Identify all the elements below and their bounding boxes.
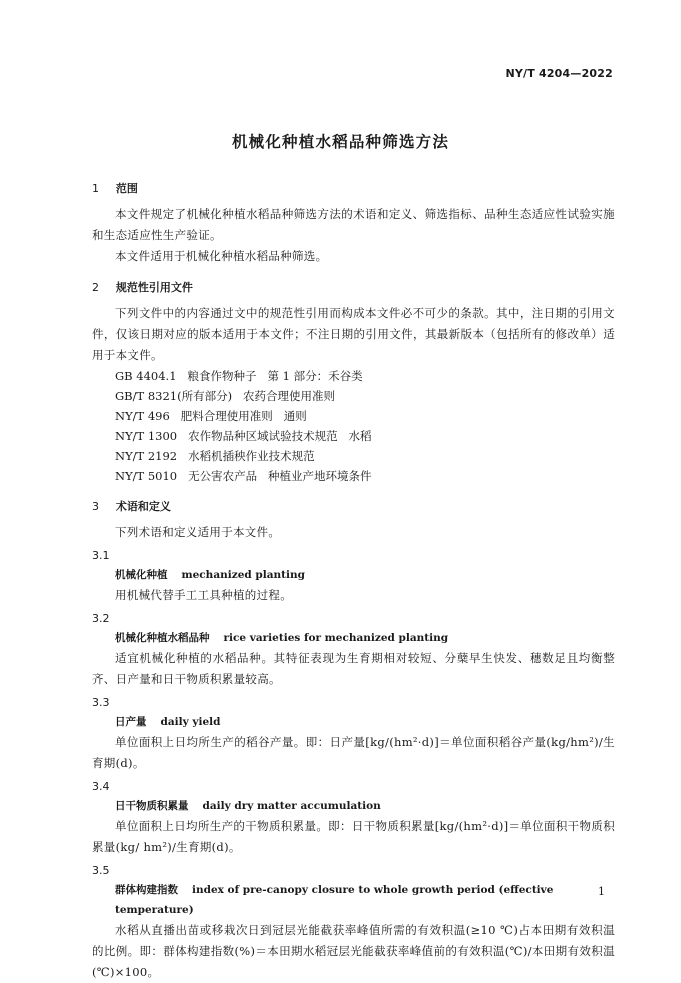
- term-title: [92, 796, 615, 816]
- term-number: 3.4: [92, 780, 110, 793]
- term-en: index of pre-canopy closure to whole growth period (effective temperature): [115, 884, 554, 916]
- document-body: [92, 180, 615, 983]
- paragraph: 下列术语和定义适用于本文件。: [115, 525, 281, 539]
- section-title: 术语和定义: [115, 500, 171, 513]
- document-title: 机械化种植水稻品种筛选方法: [231, 133, 450, 151]
- term-definition: 适宜机械化种植的水稻品种。其特征表现为生育期相对较短、分蘖早生快发、穗数足且均衡整齐、日产量和日干物质积累量较高。: [92, 651, 615, 686]
- section-heading-normative: [92, 279, 615, 297]
- paragraph: 本文件规定了机械化种植水稻品种筛选方法的术语和定义、筛选指标、品种生态适应性试验实施和生态适应性生产验证。: [92, 207, 615, 242]
- reference-item: NY/T 2192 水稻机插秧作业技术规范: [115, 449, 315, 463]
- term-number: 3.2: [92, 612, 110, 625]
- term-definition: 单位面积上日均所生产的干物质积累量。即：日干物质积累量[kg/(hm²·d)]＝单位面积干物质积累量(kg/ hm²)/生育期(d)。: [92, 819, 615, 854]
- paragraph: 本文件适用于机械化种植水稻品种筛选。: [115, 249, 328, 263]
- section-heading-scope: [92, 180, 615, 198]
- section-heading-terms: [92, 498, 615, 516]
- term-en: mechanized planting: [181, 569, 305, 581]
- page-number: 1: [598, 885, 605, 898]
- term-title: [92, 628, 615, 648]
- reference-item: NY/T 496 肥料合理使用准则 通则: [115, 409, 307, 423]
- term-number: 3.5: [92, 864, 110, 877]
- section-number: 3: [92, 500, 99, 513]
- term-en: daily yield: [160, 716, 221, 728]
- term-number: 3.1: [92, 549, 110, 562]
- term-title: [92, 712, 615, 732]
- reference-item: NY/T 5010 无公害农产品 种植业产地环境条件: [115, 469, 372, 483]
- paragraph: 下列文件中的内容通过文中的规范性引用而构成本文件必不可少的条款。其中，注日期的引用文件，仅该日期对应的版本适用于本文件；不注日期的引用文件，其最新版本（包括所有的修改单）适用于本文件。: [92, 306, 615, 362]
- term-number: 3.3: [92, 696, 110, 709]
- term-definition: 水稻从直播出苗或移栽次日到冠层光能截获率峰值所需的有效积温(≥10 ℃)占本田期有效积温的比例。即：群体构建指数(%)＝本田期水稻冠层光能截获率峰值前的有效积温(℃)/本田期有效积温(℃)×100。: [92, 923, 615, 979]
- section-number: 2: [92, 281, 99, 294]
- standard-number: NY/T 4204—2022: [505, 67, 613, 80]
- section-number: 1: [92, 182, 99, 195]
- reference-item: NY/T 1300 农作物品种区域试验技术规范 水稻: [115, 429, 372, 443]
- term-zh: 日产量: [115, 716, 147, 728]
- term-zh: 机械化种植: [115, 569, 168, 581]
- section-title: 范围: [115, 182, 138, 195]
- term-en: daily dry matter accumulation: [202, 800, 381, 812]
- term-en: rice varieties for mechanized planting: [223, 632, 449, 644]
- term-zh: 群体构建指数: [115, 884, 178, 896]
- reference-item: GB/T 8321(所有部分) 农药合理使用准则: [115, 389, 336, 403]
- term-zh: 机械化种植水稻品种: [115, 632, 210, 644]
- term-definition: 用机械代替手工工具种植的过程。: [115, 588, 292, 602]
- section-title: 规范性引用文件: [115, 281, 193, 294]
- term-title: [92, 565, 615, 585]
- term-zh: 日干物质积累量: [115, 800, 189, 812]
- term-title: [92, 880, 615, 920]
- term-definition: 单位面积上日均所生产的稻谷产量。即：日产量[kg/(hm²·d)]＝单位面积稻谷产量(kg/hm²)/生育期(d)。: [92, 735, 615, 770]
- reference-item: GB 4404.1 粮食作物种子 第 1 部分：禾谷类: [115, 369, 363, 383]
